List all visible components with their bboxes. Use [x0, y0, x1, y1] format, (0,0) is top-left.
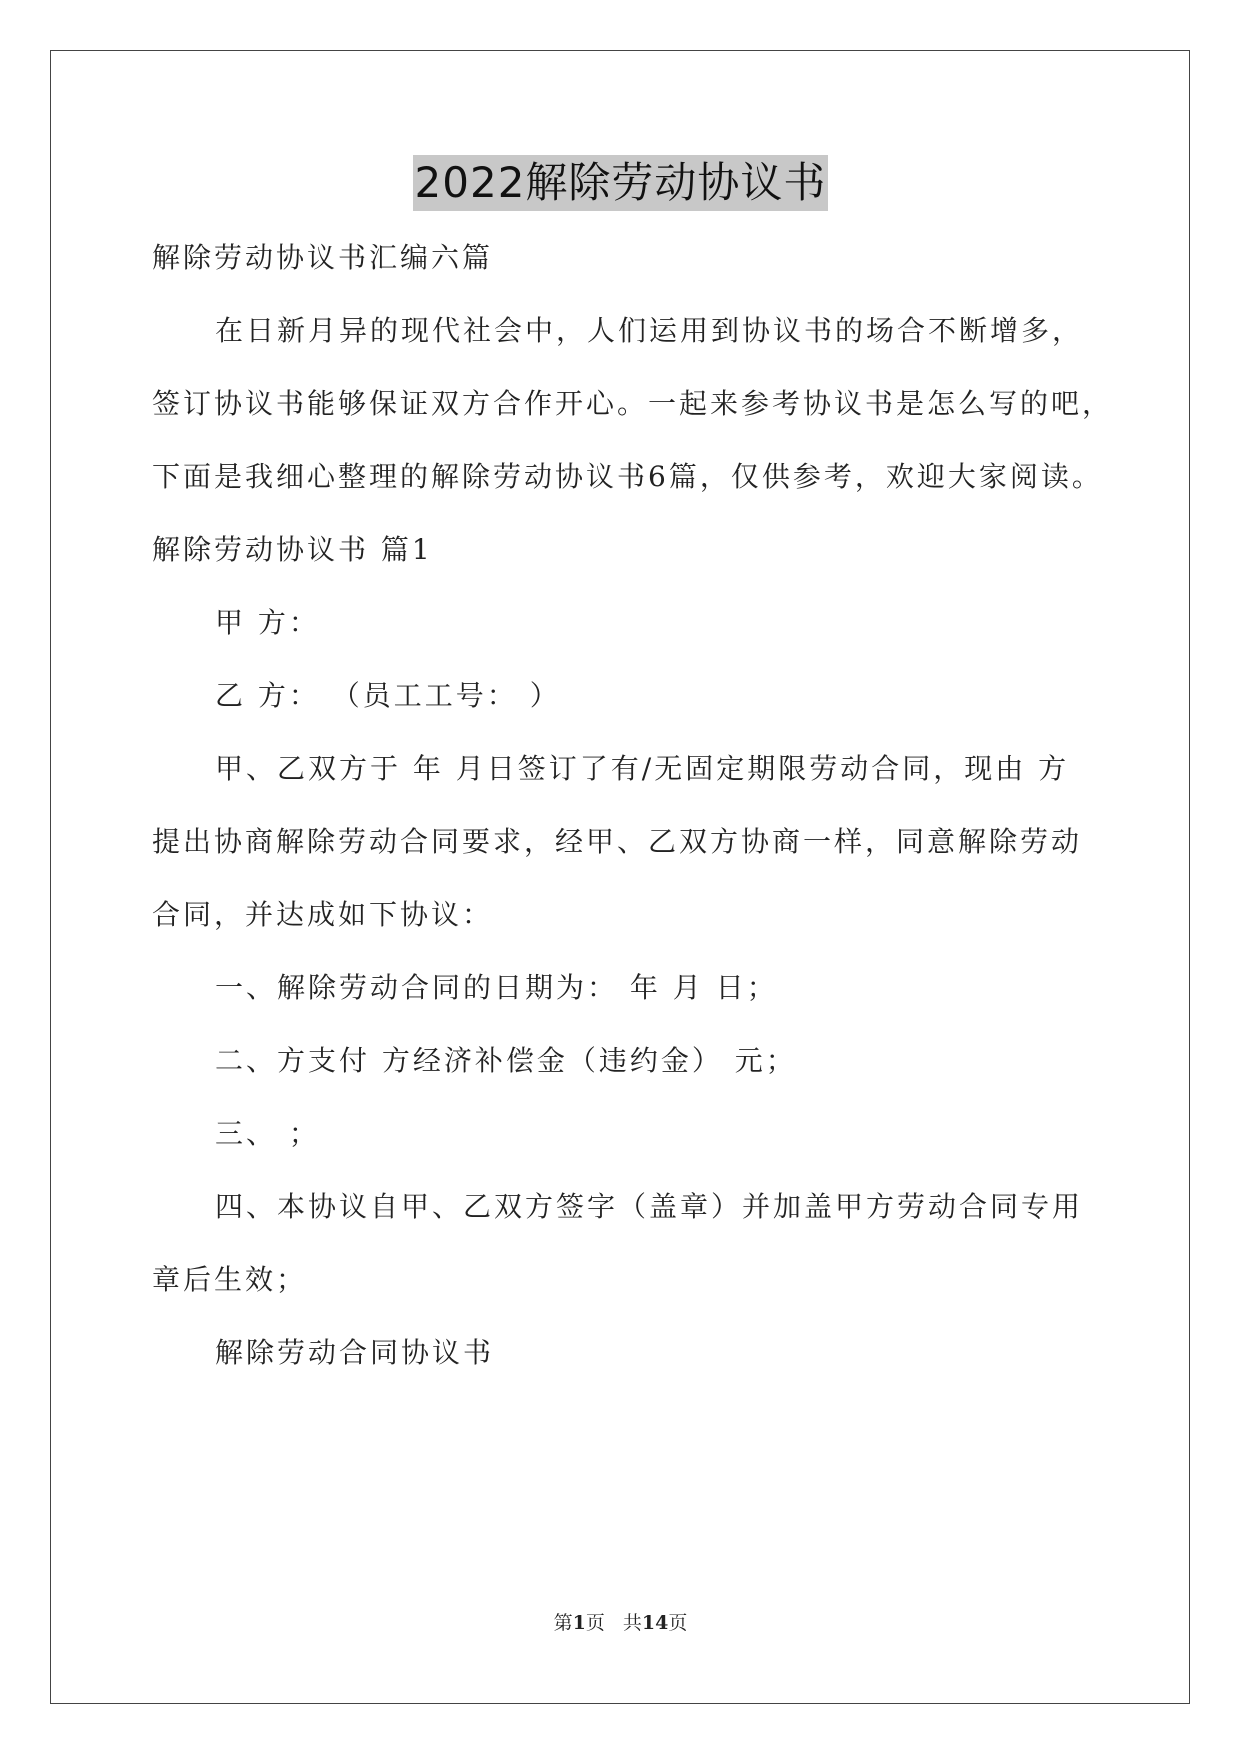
- party-a-line: 甲 方：: [215, 606, 320, 639]
- clause-1: 一、解除劳动合同的日期为： 年 月 日；: [215, 971, 778, 1004]
- total-suffix: 页: [668, 1612, 688, 1634]
- intro-line-2: 签订协议书能够保证双方合作开心。一起来参考协议书是怎么写的吧，: [152, 387, 1114, 420]
- party-b-line: 乙 方： （员工工号： ）: [215, 679, 561, 712]
- page-current: 1: [572, 1612, 586, 1634]
- clause-4-line-1: 四、本协议自甲、乙双方签字（盖章）并加盖甲方劳动合同专用: [215, 1190, 1084, 1223]
- body-line-1: 甲、乙双方于 年 月日签订了有/无固定期限劳动合同，现由 方: [215, 752, 1070, 785]
- clause-2: 二、方支付 方经济补偿金（违约金） 元；: [215, 1044, 797, 1077]
- document-title: 2022解除劳动协议书: [413, 155, 829, 211]
- page-prefix: 第: [553, 1612, 573, 1634]
- page-total: 14: [641, 1612, 669, 1634]
- page-mid: 页: [585, 1612, 605, 1634]
- closing-heading: 解除劳动合同协议书: [215, 1336, 495, 1369]
- subtitle-line: 解除劳动协议书汇编六篇: [152, 241, 494, 274]
- page-footer: [0, 1608, 1241, 1635]
- intro-line-1: 在日新月异的现代社会中，人们运用到协议书的场合不断增多，: [215, 314, 1084, 347]
- body-line-3: 合同，并达成如下协议：: [152, 898, 494, 931]
- clause-4-line-2: 章后生效；: [152, 1263, 308, 1296]
- body-line-2: 提出协商解除劳动合同要求，经甲、乙双方协商一样，同意解除劳动: [152, 825, 1083, 858]
- section-heading: 解除劳动协议书 篇1: [152, 533, 433, 566]
- intro-line-3: 下面是我细心整理的解除劳动协议书6篇，仅供参考，欢迎大家阅读。: [152, 460, 1103, 493]
- clause-3: 三、 ；: [215, 1117, 320, 1150]
- title-container: [0, 155, 1241, 211]
- total-prefix: 共: [622, 1612, 642, 1634]
- page-border: [50, 50, 1190, 1704]
